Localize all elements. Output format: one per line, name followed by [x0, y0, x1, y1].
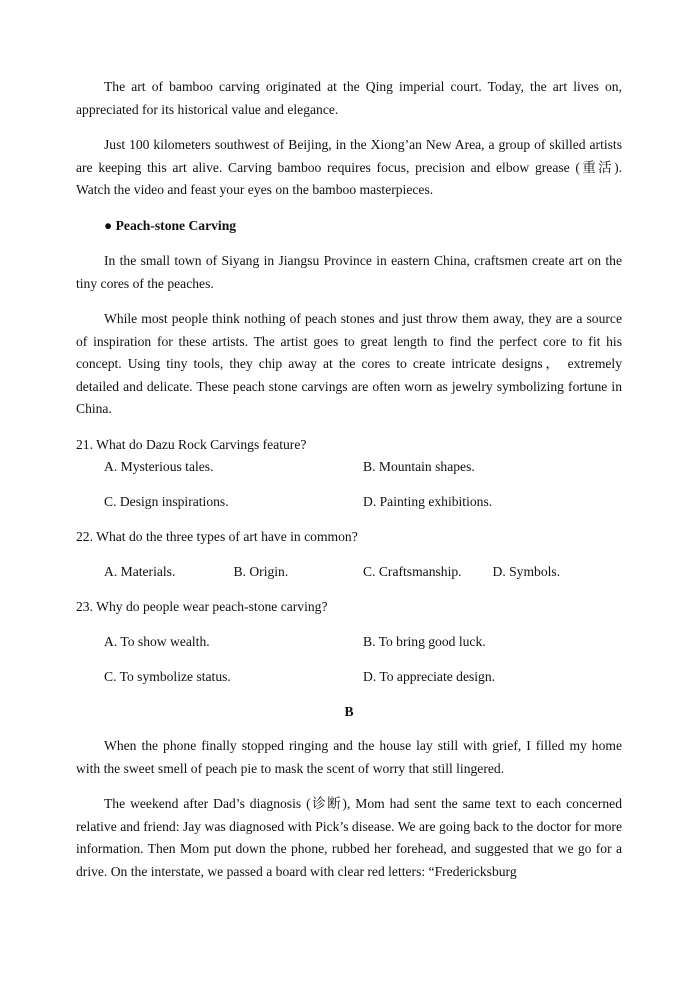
option-c[interactable]: C. Design inspirations.: [104, 494, 229, 509]
section-heading-text: Peach-stone Carving: [115, 217, 237, 233]
option-d[interactable]: D. Symbols.: [492, 564, 561, 579]
option-b[interactable]: B. To bring good luck.: [363, 634, 486, 649]
question-stem: 21. What do Dazu Rock Carvings feature?: [76, 436, 307, 452]
question-stem: 23. Why do people wear peach-stone carving?: [76, 599, 328, 614]
option-b[interactable]: B. Origin.: [233, 564, 289, 579]
question-23: [76, 596, 622, 689]
option-a[interactable]: A. Mysterious tales.: [104, 459, 214, 474]
option-c[interactable]: C. Craftsmanship.: [363, 564, 462, 579]
paragraph-bamboo-origin: The art of bamboo carving originated at the Qing imperial court. Today, the art lives on, appreciated for its historical value and elegance.: [76, 79, 622, 117]
question-options: [76, 456, 622, 514]
question-21: [76, 434, 622, 514]
question-options: [76, 561, 622, 584]
option-a[interactable]: A. Materials.: [104, 564, 176, 579]
bullet-icon: ●: [104, 217, 113, 233]
paragraph-bamboo-artists: Just 100 kilometers southwest of Beijing, in the Xiong’an New Area, a group of skilled artists are keeping this art alive. Carving bamboo requires focus, precision and elbow grease (重活). Watch the video and feast your eyes on the bamboo masterpieces.: [76, 137, 622, 197]
paragraph-peach-inspiration: While most people think nothing of peach stones and just throw them away, they are a source of inspiration for these artists. The artist goes to great length to find the perfect core to fit his concept. Using tiny tools, they chip away at the cores to create intricate designs， extremely detailed and delicate. These peach stone carvings are often worn as jewelry symbolizing fortune in China.: [76, 311, 622, 416]
paragraph-phone-grief: When the phone finally stopped ringing and the house lay still with grief, I filled my home with the sweet smell of peach pie to mask the scent of worry that still lingered.: [76, 738, 622, 776]
option-c[interactable]: C. To symbolize status.: [104, 669, 231, 684]
option-d[interactable]: D. Painting exhibitions.: [363, 494, 493, 509]
option-d[interactable]: D. To appreciate design.: [363, 669, 496, 684]
option-a[interactable]: A. To show wealth.: [104, 634, 210, 649]
section-heading-peach-stone: [104, 215, 622, 238]
question-22: [76, 526, 622, 584]
option-b[interactable]: B. Mountain shapes.: [363, 459, 475, 474]
paragraph-diagnosis: The weekend after Dad’s diagnosis (诊断), Mom had sent the same text to each concerned relative and friend: Jay was diagnosed with Pick’s disease. We are going back to the doctor for more information. Then Mom put down the phone, rubbed her forehead, and suggested that we go for a drive. On the interstate, we passed a board with clear red letters: “Fredericksburg: [76, 796, 622, 879]
question-stem: 22. What do the three types of art have in common?: [76, 529, 358, 544]
section-label-b: B: [344, 703, 354, 719]
document-page: [76, 76, 622, 896]
question-options: [76, 631, 622, 689]
paragraph-peach-siyang: In the small town of Siyang in Jiangsu Province in eastern China, craftsmen create art on the tiny cores of the peaches.: [76, 253, 622, 291]
